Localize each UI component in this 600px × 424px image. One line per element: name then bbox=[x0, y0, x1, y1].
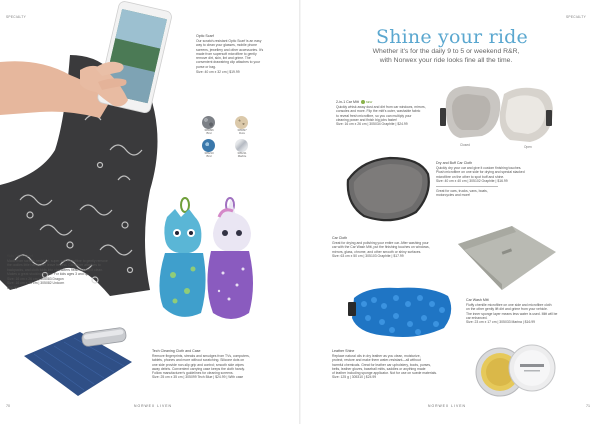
swatch-item bbox=[198, 116, 220, 135]
optic-scarf-line: purse or bag. bbox=[196, 64, 216, 69]
car-wash-mitt-photo bbox=[348, 282, 458, 342]
tech-cloth-photo bbox=[20, 318, 140, 400]
tech-cloth-block bbox=[152, 349, 297, 380]
car-wash-mitt-desc bbox=[466, 303, 578, 324]
leather-shine-photo bbox=[470, 340, 560, 404]
car-wash-mitt-line: on the other gently lift dirt and grime from your vehicle. bbox=[466, 307, 548, 312]
new-badge-dot bbox=[361, 100, 365, 104]
dry-buff-line: Quickly dry your car and give it custom finishing touches. bbox=[436, 166, 522, 170]
optic-scarf-size: Size: 40 cm x 32 cm | $19.99 bbox=[196, 70, 240, 75]
car-wash-mitt-line: Fluffy chenille microfibre on one side and microfibre cloth bbox=[466, 303, 552, 307]
optic-scarf-line: way to clean your glasses, mobile phone bbox=[196, 43, 258, 48]
car-wash-mitt-line: car enhanced. bbox=[466, 315, 488, 320]
headline-subtitle-line: Whether it's for the daily 9 to 5 or weekend R&R, bbox=[372, 48, 520, 55]
dry-buff-note-line: Great for cars, trucks, vans, boats, bbox=[436, 189, 488, 194]
car-cloth-line: car with the Car Wash Mitt, put the finishing touches on windows, bbox=[332, 245, 430, 250]
tech-cloth-line: away debris. Convenient carrying case keeps the cloth handy. bbox=[152, 366, 245, 371]
car-wash-mitt-line: The inner sponge layer means less water is used. Mitt will be bbox=[466, 311, 558, 316]
optic-scarf-line: screens, jewellery and other accessories. It's bbox=[196, 47, 264, 52]
car-cloth-title: Car Cloth bbox=[332, 236, 348, 240]
swatch-name: Bird bbox=[206, 154, 212, 159]
car-cloth-line: Great for drying and polishing your entire car. After washing your bbox=[332, 241, 429, 245]
headline-subtitle bbox=[346, 47, 546, 65]
swatch-code: 305097 bbox=[237, 128, 247, 132]
dry-buff-title: Dry and Buff Car Cloth bbox=[436, 161, 473, 165]
optic-scarf-block bbox=[196, 34, 281, 74]
swatch-item bbox=[231, 116, 253, 135]
leather-shine-block bbox=[332, 349, 462, 380]
car-mitt-line: to reveal fresh microfibre, so you can multiply your bbox=[336, 113, 412, 118]
car-cloth-block bbox=[332, 236, 452, 258]
dry-buff-desc bbox=[436, 166, 540, 183]
dry-buff-line: microfibre on the other to spot buff and shine. bbox=[436, 174, 505, 179]
kids-scarf-line: backpacks, and cloth folds into characters head to keep it clean. bbox=[7, 267, 104, 272]
dry-buff-block bbox=[436, 161, 540, 198]
swatch-name: Marble bbox=[237, 154, 247, 159]
swatch-name: Bird bbox=[206, 131, 212, 136]
leather-shine-title: Leather Shine bbox=[332, 349, 355, 353]
car-cloth-desc bbox=[332, 241, 452, 258]
headline-title: Shine your ride bbox=[376, 26, 528, 48]
car-mitt-block bbox=[336, 100, 431, 127]
leather-shine-line: Replace natural oils in dry leather as you clean, moisturize, bbox=[332, 354, 421, 358]
car-mitt-open-label: Open bbox=[524, 145, 532, 149]
kids-scarf-size: Size: 16 cm x 26 cm | 305083 Dragon bbox=[7, 277, 64, 282]
car-mitt-closed-label: Closed bbox=[460, 143, 470, 147]
car-wash-mitt-title: Car Wash Mitt bbox=[466, 298, 489, 302]
leather-shine-line: belts, leather gloves, baseball mitts, saddles or anything made bbox=[332, 366, 426, 371]
optic-scarf-line: made from supersoft microfibre to gently bbox=[196, 51, 257, 56]
car-wash-mitt-block bbox=[466, 298, 578, 324]
tech-cloth-desc bbox=[152, 354, 297, 380]
tech-cloth-size: Size: 25 cm x 35 cm | 305099 Tech Blue | $24.99 | With case bbox=[152, 375, 244, 380]
car-mitt-line: cleaning power and finish big jobs faster! bbox=[336, 117, 398, 122]
car-mitt-title-row bbox=[336, 100, 431, 104]
car-mitt-desc bbox=[336, 105, 431, 126]
dry-buff-note-line: motorcycles and more! bbox=[436, 193, 471, 198]
tech-cloth-line: Follow manufacturer's guidelines for cleaning screens. bbox=[152, 371, 234, 376]
swatch-name: Dots bbox=[239, 131, 245, 136]
leather-shine-line: protect, restore and make them water-resistant—all without bbox=[332, 358, 421, 363]
kids-scarf-line: Made from scratch-resistant, super-soft microfibre to gently remove bbox=[7, 259, 108, 263]
kids-scarf-line: Makes a great stocking stuffer. For kids ages 3 and up. bbox=[7, 271, 90, 276]
kids-optic-scarf-photo bbox=[145, 195, 270, 330]
optic-scarf-line: convenient drawstring clip attaches to your bbox=[196, 60, 261, 65]
leather-shine-line: harmful chemicals. Great for leather car upholstery, boots, purses, bbox=[332, 362, 432, 367]
dry-buff-note bbox=[436, 186, 498, 198]
swatch-code: 305096 bbox=[204, 128, 214, 132]
swatch-code: 305211 bbox=[237, 151, 247, 155]
page-number-left: 70 bbox=[6, 404, 10, 408]
left-section-header: SPECIALTY bbox=[6, 15, 26, 19]
page-number-right: 71 bbox=[586, 404, 590, 408]
car-cloth-photo bbox=[452, 222, 560, 294]
optic-scarf-line: remove dirt, skin, lint and grime. The bbox=[196, 56, 251, 61]
leather-shine-line: of leather including sponge applicator. Not for use on suede materials. bbox=[332, 371, 437, 376]
tech-cloth-line: one side provide non-slip grip and control; smooth side wipes bbox=[152, 362, 244, 367]
tech-cloth-line: tablets, phones and more without scratching. Silicone dots on bbox=[152, 358, 245, 363]
car-mitt-photo bbox=[438, 80, 560, 150]
brand-footer-right: NORWEX LIVEN bbox=[428, 404, 466, 408]
dry-buff-line: Plush microfibre on one side for drying and special stacked bbox=[436, 170, 525, 175]
kids-scarf-title: Kids Optic Scarf bbox=[7, 254, 33, 258]
leather-shine-size: Size: 125 g | 305310 | $24.99 bbox=[332, 375, 377, 380]
optic-scarf-desc bbox=[196, 39, 281, 74]
tech-cloth-line: Remove fingerprints, streaks and smudges from TVs, computers, bbox=[152, 354, 250, 358]
swatch-code: 305210 bbox=[204, 151, 214, 155]
right-section-header: SPECIALTY bbox=[566, 15, 586, 19]
kids-scarf-price: $20.99 bbox=[7, 285, 18, 290]
page-gutter bbox=[299, 0, 301, 424]
optic-scarf-line: Our scratch-resistant Optic Scarf is an easy bbox=[196, 39, 262, 43]
swatch-item bbox=[231, 139, 253, 158]
car-wash-mitt-size: Size: 23 cm x 17 cm | 305033 Marina | $16.99 bbox=[466, 320, 536, 325]
kids-scarf-size: Size: 16 cm x 26 cm | 305082 Unicorn bbox=[7, 281, 65, 286]
brand-footer-left: NORWEX LIVEN bbox=[134, 404, 172, 408]
new-badge-label: NEW bbox=[365, 100, 373, 104]
car-cloth-size: Size: 63 cm x 50 cm | 305103 Graphite | $17.99 bbox=[332, 253, 404, 258]
optic-scarf-title: Optic Scarf bbox=[196, 34, 214, 38]
car-mitt-title: 2-in-1 Car Mitt bbox=[336, 100, 359, 104]
car-cloth-line: mirrors, glass, chrome, and other smooth or shiny surfaces. bbox=[332, 249, 422, 254]
headline-subtitle-line: with Norwex your ride looks fine all the time. bbox=[379, 57, 513, 64]
kids-scarf-desc bbox=[7, 259, 147, 290]
dry-buff-cloth-photo bbox=[342, 154, 434, 226]
swatch-item bbox=[198, 139, 220, 158]
kids-scarf-line: the oodles little hands can leave behind. Carabiner attaches to bbox=[7, 263, 101, 268]
leather-shine-desc bbox=[332, 354, 462, 380]
tech-cloth-title: Tech Cleaning Cloth and Case bbox=[152, 349, 201, 353]
car-mitt-size: Size: 16 cm x 26 cm | 305034 Graphite | $24.99 bbox=[336, 122, 408, 127]
kids-scarf-block bbox=[7, 254, 147, 290]
dry-buff-size: Size: 40 cm x 40 cm | 305102 Graphite | $16.99 bbox=[436, 178, 508, 183]
car-mitt-line: Quickly whisk away dust and dirt from car windows, mirrors, bbox=[336, 105, 426, 110]
car-mitt-line: consoles and more. Flip the mitt's outer, washable fabric bbox=[336, 109, 421, 114]
